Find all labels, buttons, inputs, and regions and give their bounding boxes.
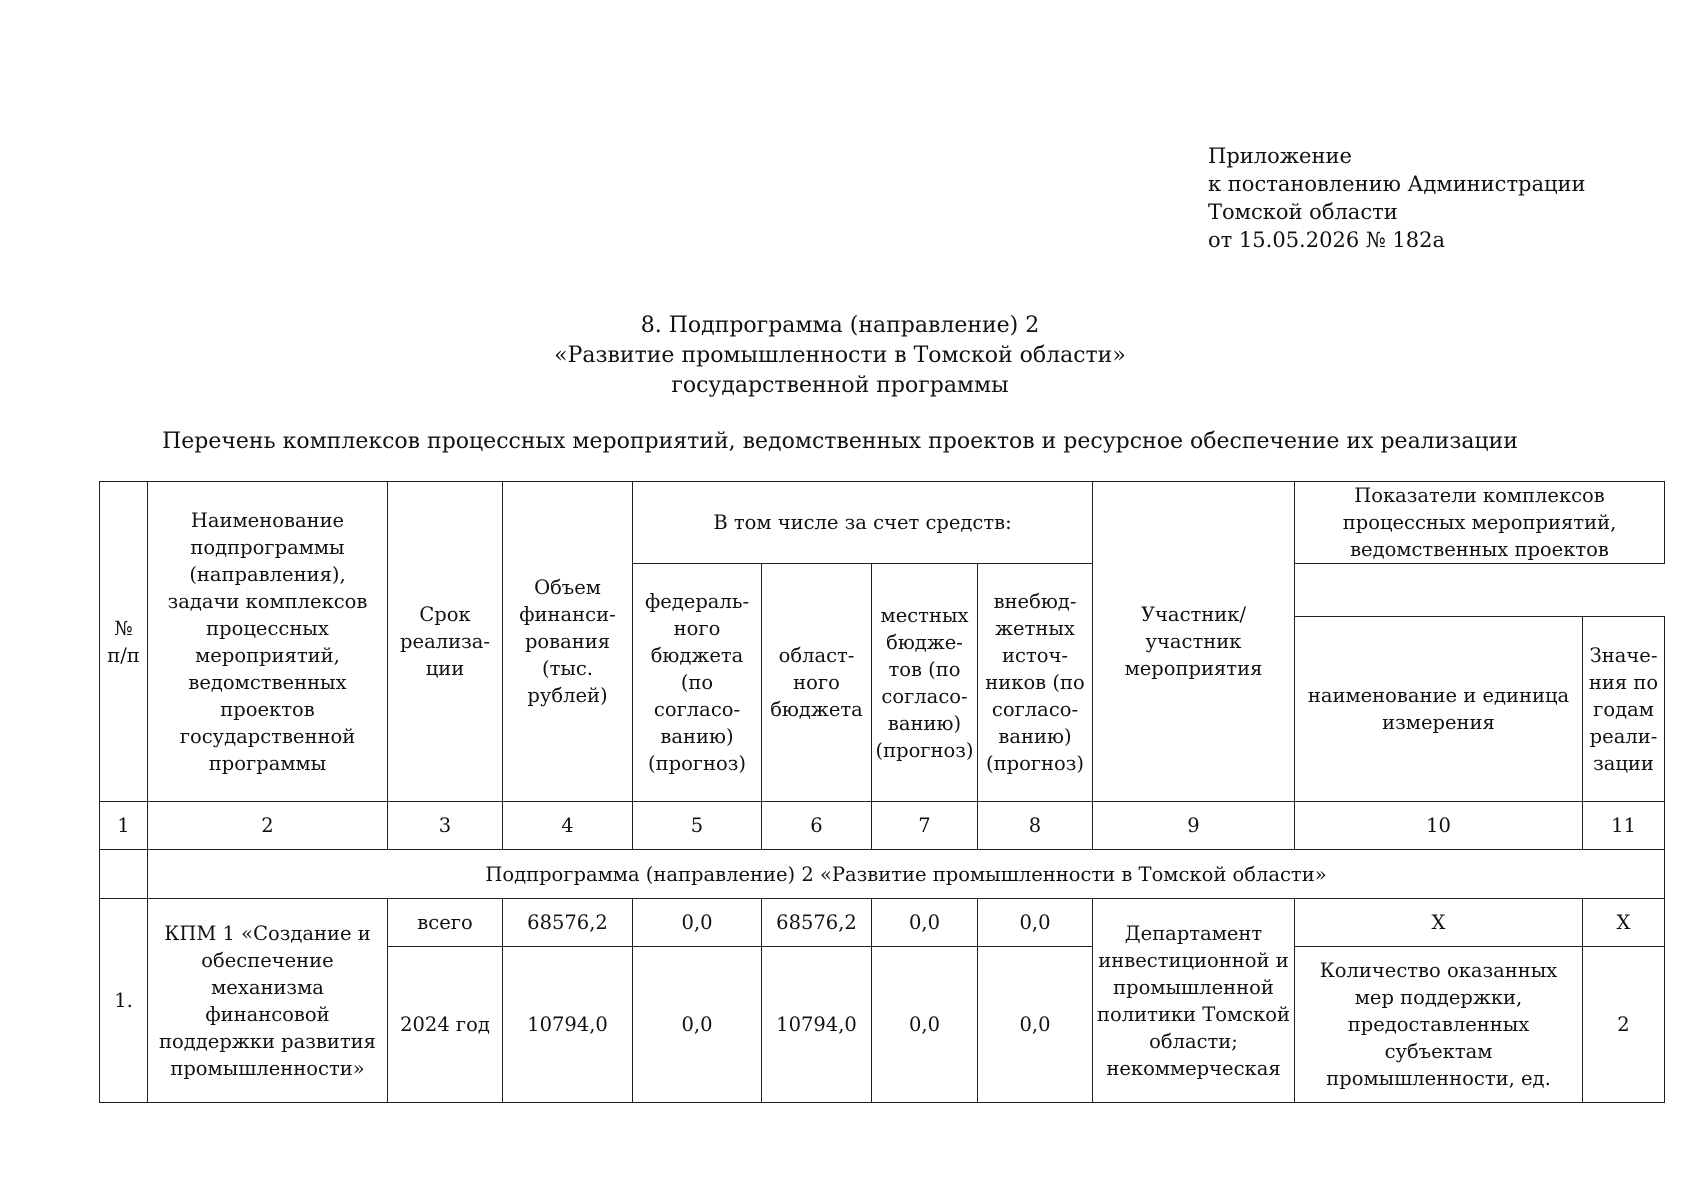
subprogram-row [100, 850, 1665, 899]
empty-cell [100, 850, 148, 899]
row-indicator: Х [1295, 899, 1583, 947]
column-number: 2 [148, 802, 388, 850]
annex-block [1208, 142, 1586, 254]
row-indicator-value: 2 [1583, 947, 1665, 1103]
column-number: 3 [388, 802, 503, 850]
row-local: 0,0 [872, 947, 978, 1103]
row-federal: 0,0 [633, 899, 762, 947]
column-number: 8 [978, 802, 1093, 850]
row-name: КПМ 1 «Создание и обеспечение механизма финансовой поддержки развития промышленности» [148, 899, 388, 1103]
header-indicator-values: Значения по годам реализации [1583, 617, 1665, 802]
column-number-row [100, 802, 1665, 850]
header-indicator-name: наименование и единица измерения [1295, 617, 1583, 802]
row-num: 1. [100, 899, 148, 1103]
row-regional: 68576,2 [762, 899, 872, 947]
row-indicator: Количество оказанных мер поддержки, предоставленных субъектам промышленности, ед. [1295, 947, 1583, 1103]
column-number: 5 [633, 802, 762, 850]
subprogram-title: Подпрограмма (направление) 2 «Развитие промышленности в Томской области» [148, 850, 1665, 899]
header-participant: Участник/ участник мероприятия [1093, 482, 1295, 802]
heading-line: государственной программы [671, 373, 1009, 398]
header-indicators: Показатели комплексов процессных мероприятий, ведомственных проектов [1295, 482, 1665, 564]
row-extrabudget: 0,0 [978, 947, 1093, 1103]
heading-line: 8. Подпрограмма (направление) 2 [640, 313, 1040, 338]
row-regional: 10794,0 [762, 947, 872, 1103]
column-number: 4 [503, 802, 633, 850]
column-number: 1 [100, 802, 148, 850]
measures-table [99, 481, 1665, 1103]
annex-line: Томской области [1208, 200, 1398, 224]
section-heading [0, 311, 1680, 401]
header-including: В том числе за счет средств: [633, 482, 1093, 564]
row-participant: Департамент инвестиционной и промышленной политики Томской области; некоммерческая [1093, 899, 1295, 1103]
header-period: Срок реализации [388, 482, 503, 802]
row-federal: 0,0 [633, 947, 762, 1103]
column-number: 6 [762, 802, 872, 850]
row-local: 0,0 [872, 899, 978, 947]
header-federal: федерального бюджета (по согласованию) (прогноз) [633, 564, 762, 802]
heading-line: «Развитие промышленности в Томской области» [554, 343, 1126, 368]
column-number: 10 [1295, 802, 1583, 850]
row-volume: 10794,0 [503, 947, 633, 1103]
header-local: местных бюджетов (по согласованию) (прогноз) [872, 564, 978, 802]
header-extrabudget: внебюджетных источников (по согласованию) (прогноз) [978, 564, 1093, 802]
row-extrabudget: 0,0 [978, 899, 1093, 947]
header-row [100, 482, 1665, 564]
annex-line: Приложение [1208, 144, 1352, 168]
table-row [100, 899, 1665, 947]
annex-line: к постановлению Администрации [1208, 172, 1586, 196]
annex-line: от 15.05.2026 № 182а [1208, 228, 1445, 252]
header-name: Наименование подпрограммы (направления), задачи комплексов процессных мероприятий, ведомственных проектов государственной программы [148, 482, 388, 802]
column-number: 9 [1093, 802, 1295, 850]
column-number: 11 [1583, 802, 1665, 850]
header-num: № п/п [100, 482, 148, 802]
table-subtitle: Перечень комплексов процессных мероприятий, ведомственных проектов и ресурсное обеспечение их реализации [162, 429, 1518, 454]
row-indicator-value: Х [1583, 899, 1665, 947]
row-period: всего [388, 899, 503, 947]
header-volume: Объем финансирования (тыс. рублей) [503, 482, 633, 802]
row-period: 2024 год [388, 947, 503, 1103]
column-number: 7 [872, 802, 978, 850]
header-regional: областного бюджета [762, 564, 872, 802]
row-volume: 68576,2 [503, 899, 633, 947]
